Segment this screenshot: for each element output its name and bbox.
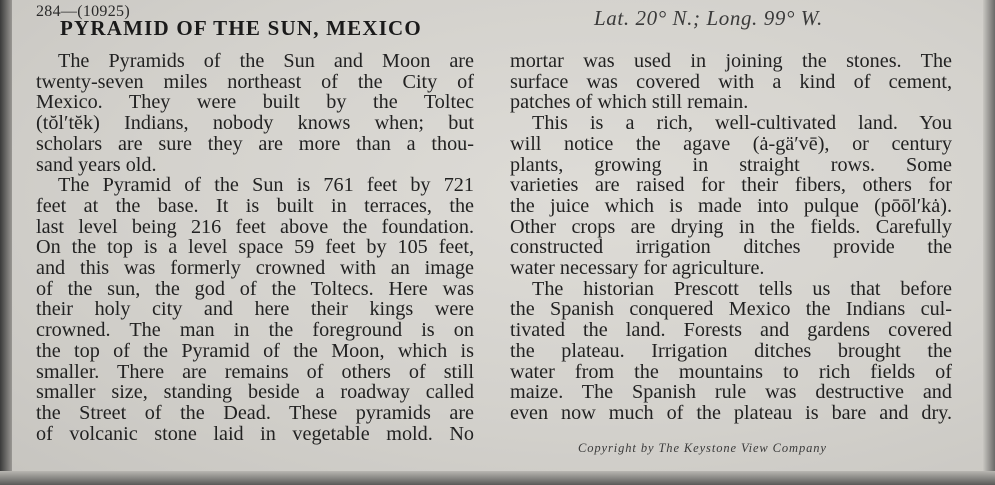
text-line: Mexico. They were built by the Toltec [36,91,474,114]
text-line: The Pyramids of the Sun and Moon are [58,50,474,72]
text-line: patches of which still remain. [510,91,749,114]
text-line: constructed irrigation ditches provide the [510,236,952,259]
text-line: their holy city and here their kings were [36,298,474,321]
text-line: twenty-seven miles northeast of the City of [36,70,474,93]
card-title: PYRAMID OF THE SUN, MEXICO [60,16,422,40]
text-line: water from the mountains to rich fields of [510,360,952,383]
text-line: last level being 216 feet above the foundation. [36,215,474,238]
text-line: will notice the agave (ȧ-gä′vē), or century [510,132,952,155]
text-line: The historian Prescott tells us that before [532,277,952,300]
text-line: mortar was used in joining the stones. The [510,50,952,72]
text-line: of the sun, the god of the Toltecs. Here was [36,277,474,300]
text-line: The Pyramid of the Sun is 761 feet by 721 [58,174,474,197]
text-line: the plateau. Irrigation ditches brought the [510,339,952,362]
text-line: sand years old. [36,153,157,176]
text-line: scholars are sure they are more than a thou- [36,132,474,155]
text-line: Other crops are drying in the fields. Carefully [510,215,952,238]
text-line: the Street of the Dead. These pyramids are [36,401,474,424]
coordinates: Lat. 20° N.; Long. 99° W. [594,6,823,30]
card-bottom-edge [0,471,995,485]
text-line: This is a rich, well-cultivated land. You [532,112,952,135]
text-line: crowned. The man in the foreground is on [36,319,474,342]
right-text-column [510,51,952,424]
card-left-edge [0,0,12,485]
text-line: plants, growing in straight rows. Some [510,153,952,176]
text-line: varieties are raised for their fibers, others for [510,174,952,197]
card-right-edge [983,0,995,485]
text-line: the top of the Pyramid of the Moon, which is [36,339,474,362]
text-line: the juice which is made into pulque (pōōl′kȧ). [510,194,952,217]
left-text-column [36,51,474,444]
text-line: maize. The Spanish rule was destructive and [510,381,952,404]
text-line: tivated the land. Forests and gardens covered [510,319,952,342]
text-line: of volcanic stone laid in vegetable mold. No [36,422,474,445]
text-line: and this was formerly crowned with an image [36,257,474,280]
text-line: smaller size, standing beside a roadway called [36,381,474,404]
text-line: On the top is a level space 59 feet by 105 feet, [36,236,474,259]
text-line: smaller. There are remains of others of still [36,360,474,383]
text-line: (tŏl′tĕk) Indians, nobody knows when; but [36,112,474,135]
copyright-notice: Copyright by The Keystone View Company [578,441,827,455]
card-serial-number: 284—(10925) [36,3,130,20]
text-line: the Spanish conquered Mexico the Indians cul- [510,298,952,321]
text-line: water necessary for agriculture. [510,257,765,280]
text-line: surface was covered with a kind of cement, [510,70,952,93]
text-line: even now much of the plateau is bare and dry. [510,401,952,424]
text-line: feet at the base. It is built in terraces, the [36,194,474,217]
